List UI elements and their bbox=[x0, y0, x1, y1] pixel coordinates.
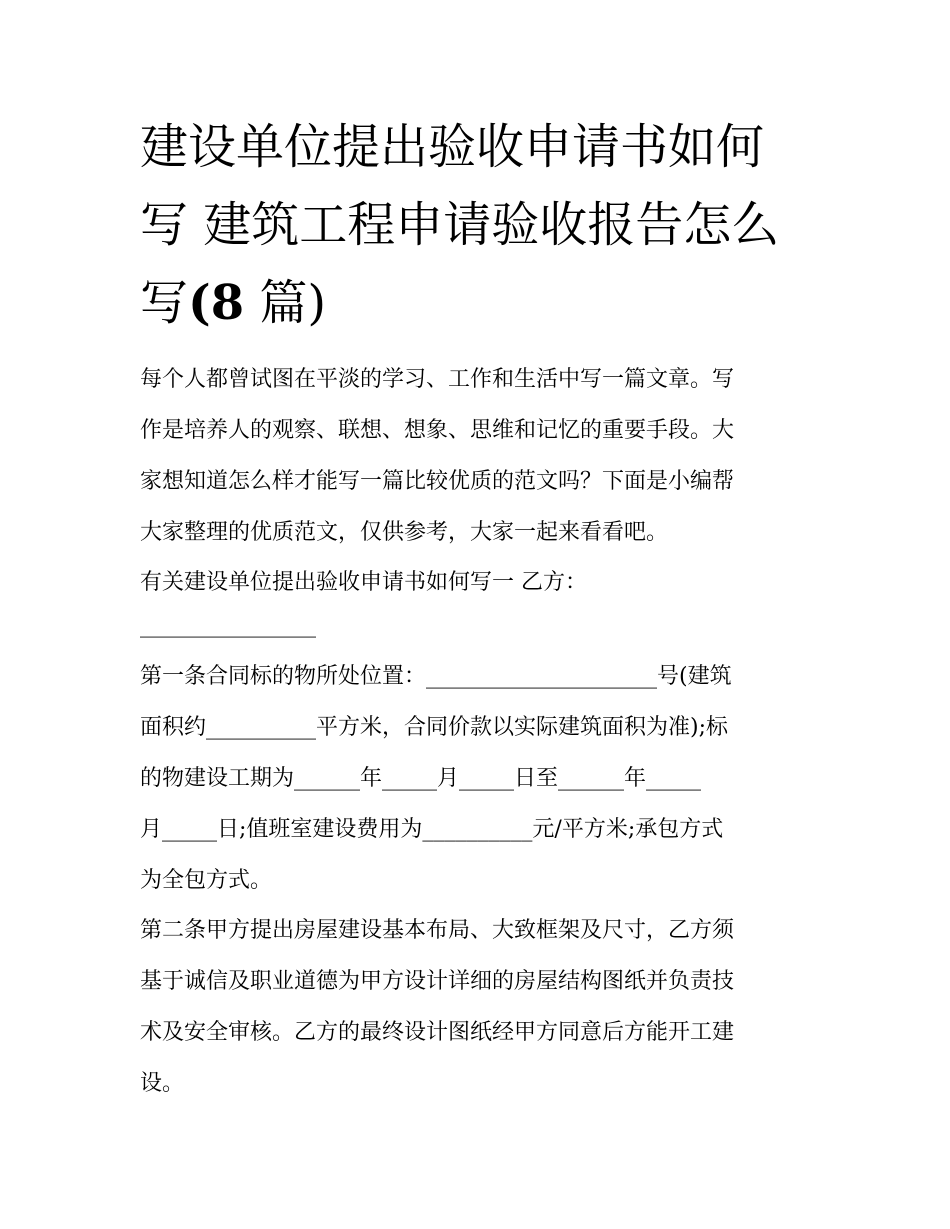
title-line-3-suffix: 篇) bbox=[244, 275, 327, 331]
document-title bbox=[140, 108, 812, 342]
title-line-3-count: (8 bbox=[188, 275, 245, 331]
title-line-1: 建设单位提出验收申请书如何 bbox=[140, 119, 765, 175]
clause-one-paragraph bbox=[140, 651, 812, 906]
title-line-3-prefix: 写 bbox=[140, 275, 189, 331]
intro-line: 大家整理的优质范文，仅供参考，大家一起来看看吧。 bbox=[140, 520, 669, 545]
clause-one-line: 的物建设工期为______年_____月_____日至______年_____ bbox=[140, 766, 702, 791]
clause-one-line: 面积约__________平方米，合同价款以实际建筑面积为准);标 bbox=[140, 715, 728, 740]
blank-field: ________________ bbox=[140, 613, 316, 638]
intro-line: 作是培养人的观察、联想、想象、思维和记忆的重要手段。大 bbox=[140, 418, 735, 443]
clause-one-line: 为全包方式。 bbox=[140, 868, 273, 893]
title-line-2: 写 建筑工程申请验收报告怎么 bbox=[140, 197, 780, 253]
section-heading-text: 有关建设单位提出验收申请书如何写一 乙方： bbox=[140, 570, 587, 595]
intro-line: 每个人都曾试图在平淡的学习、工作和生活中写一篇文章。写 bbox=[140, 367, 735, 392]
clause-one-line: 第一条合同标的物所处位置：_____________________号(建筑 bbox=[140, 664, 732, 689]
clause-two-line: 术及安全审核。乙方的最终设计图纸经甲方同意后方能开工建 bbox=[140, 1020, 735, 1045]
intro-paragraph bbox=[140, 354, 812, 558]
title-line-3 bbox=[140, 264, 812, 342]
clause-two-line: 设。 bbox=[140, 1071, 185, 1096]
clause-two-line: 基于诚信及职业道德为甲方设计详细的房屋结构图纸并负责技 bbox=[140, 969, 735, 994]
clause-two-line: 第二条甲方提出房屋建设基本布局、大致框架及尺寸，乙方须 bbox=[140, 918, 735, 943]
blank-field-line bbox=[140, 600, 812, 651]
clause-one-line: 月_____日;值班室建设费用为__________元/平方米;承包方式 bbox=[140, 817, 724, 842]
clause-two-paragraph bbox=[140, 905, 812, 1109]
intro-line: 家想知道怎么样才能写一篇比较优质的范文吗？下面是小编帮 bbox=[140, 469, 735, 494]
